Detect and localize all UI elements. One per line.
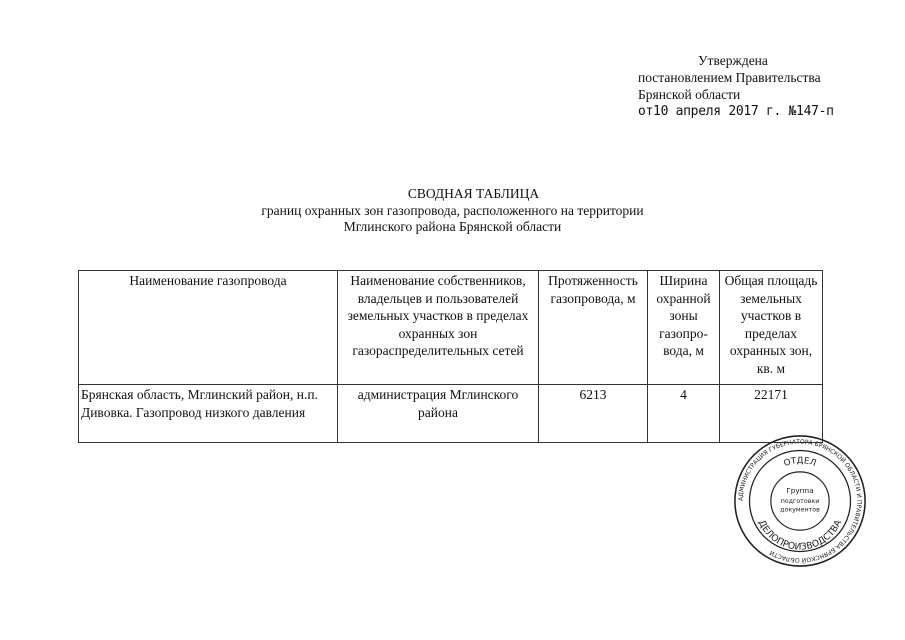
header-length: Протяженность газопровода, м bbox=[539, 271, 648, 385]
approval-line-date: от10 апреля 2017 г. №147-п bbox=[638, 104, 834, 119]
document-title-block bbox=[0, 186, 905, 236]
document-subtitle-line-2: Мглинского района Брянской области bbox=[343, 219, 562, 234]
approval-line-decree: постановлением Правительства bbox=[638, 70, 821, 85]
official-stamp bbox=[732, 433, 868, 569]
pipeline-table bbox=[78, 270, 823, 443]
document-title: СВОДНАЯ ТАБЛИЦА bbox=[407, 186, 540, 201]
cell-pipeline-name: Брянская область, Мглинский район, н.п. Дивовка. Газопровод низкого давления bbox=[79, 385, 338, 443]
stamp-outer-text: АДМИНИСТРАЦИЯ ГУБЕРНАТОРА БРЯНСКОЙ ОБЛАСТИ И ПРАВИТЕЛЬСТВА БРЯНСКОЙ ОБЛАСТИ bbox=[737, 438, 863, 564]
document-subtitle-line-1: границ охранных зон газопровода, расположенного на территории bbox=[261, 202, 644, 218]
cell-owners: администрация Мглинского района bbox=[338, 385, 539, 443]
cell-zone-width: 4 bbox=[648, 385, 720, 443]
approval-line-region: Брянской области bbox=[638, 87, 741, 102]
table-header-row bbox=[79, 271, 823, 385]
cell-length: 6213 bbox=[539, 385, 648, 443]
approval-block bbox=[638, 52, 834, 120]
stamp-center-line-2: подготовки bbox=[780, 497, 820, 505]
header-pipeline-name: Наименование газопровода bbox=[79, 271, 338, 385]
cell-total-area: 22171 bbox=[720, 385, 823, 443]
header-owners: Наименование собственников, владельцев и пользователей земельных участков в пределах охранных зон газораспределительных сетей bbox=[338, 271, 539, 385]
stamp-arc-bottom: ДЕЛОПРОИЗВОДСТВА bbox=[755, 518, 845, 553]
stamp-center-line-3: документов bbox=[780, 506, 820, 514]
approval-line-approved: Утверждена bbox=[698, 53, 768, 68]
table-row bbox=[79, 385, 823, 443]
header-total-area: Общая площадь земельных участков в пределах охранных зон, кв. м bbox=[720, 271, 823, 385]
stamp-arc-top: ОТДЕЛ bbox=[782, 456, 818, 469]
stamp-center-line-1: Группа bbox=[786, 486, 814, 496]
header-zone-width: Ширина охранной зоны газопро-вода, м bbox=[648, 271, 720, 385]
